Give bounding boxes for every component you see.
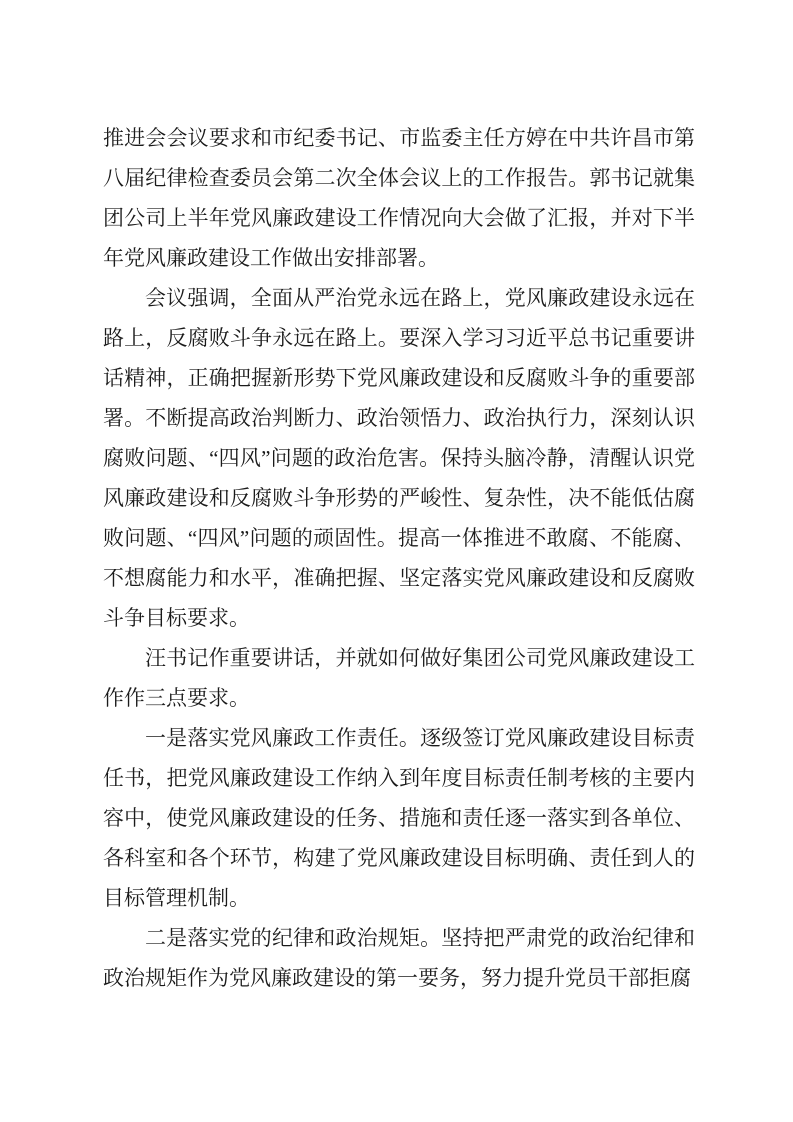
document-text-block — [103, 118, 695, 998]
body-paragraph-5: 二是落实党的纪律和政治规矩。坚持把严肃党的政治纪律和政治规矩作为党风廉政建设的第一要务，努力提升党员干部拒腐 — [103, 926, 695, 990]
body-paragraph-3: 汪书记作重要讲话，并就如何做好集团公司党风廉政建设工作作三点要求。 — [103, 646, 695, 710]
body-paragraph-2: 会议强调，全面从严治党永远在路上，党风廉政建设永远在路上，反腐败斗争永远在路上。要深入学习习近平总书记重要讲话精神，正确把握新形势下党风廉政建设和反腐败斗争的重要部署。不断提高政治判断力、政治领悟力、政治执行力，深刻认识腐败问题、“四风”问题的政治危害。保持头脑冷静，清醒认识党风廉政建设和反腐败斗争形势的严峻性、复杂性，决不能低估腐败问题、“四风”问题的顽固性。提高一体推进不敢腐、不能腐、不想腐能力和水平，准确把握、坚定落实党风廉政建设和反腐败斗争目标要求。 — [103, 286, 695, 630]
body-paragraph-1: 推进会会议要求和市纪委书记、市监委主任方婷在中共许昌市第八届纪律检查委员会第二次全体会议上的工作报告。郭书记就集团公司上半年党风廉政建设工作情况向大会做了汇报，并对下半年党风廉政建设工作做出安排部署。 — [103, 126, 695, 270]
body-paragraph-4: 一是落实党风廉政工作责任。逐级签订党风廉政建设目标责任书，把党风廉政建设工作纳入到年度目标责任制考核的主要内容中，使党风廉政建设的任务、措施和责任逐一落实到各单位、各科室和各个环节，构建了党风廉政建设目标明确、责任到人的目标管理机制。 — [103, 726, 695, 910]
